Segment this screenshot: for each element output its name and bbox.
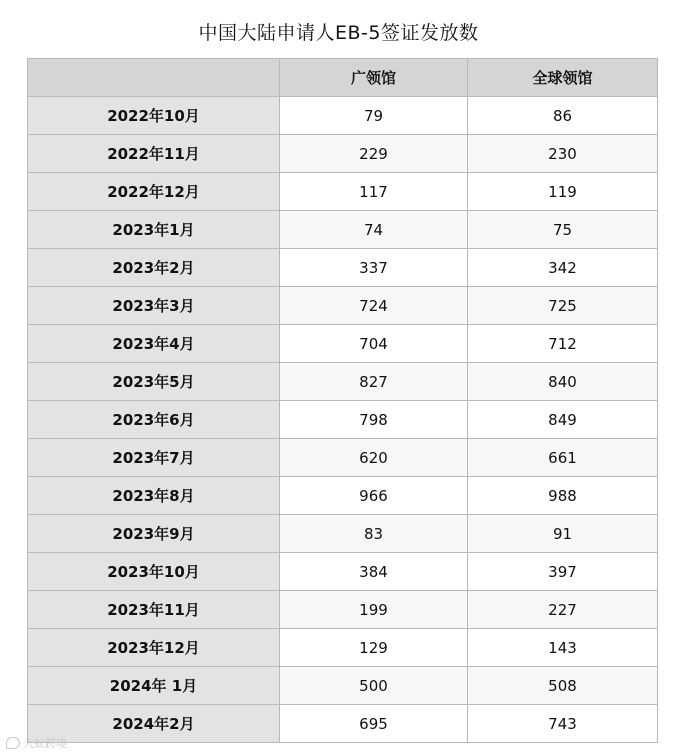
table-body (28, 97, 658, 743)
cell-guangzhou: 129 (280, 629, 468, 667)
cell-guangzhou: 724 (280, 287, 468, 325)
cell-global: 227 (468, 591, 658, 629)
cell-global: 119 (468, 173, 658, 211)
row-month: 2022年10月 (28, 97, 280, 135)
row-month: 2023年9月 (28, 515, 280, 553)
header-global: 全球领馆 (468, 59, 658, 97)
row-month: 2023年5月 (28, 363, 280, 401)
cell-global: 712 (468, 325, 658, 363)
row-month: 2023年3月 (28, 287, 280, 325)
cell-global: 840 (468, 363, 658, 401)
cell-guangzhou: 704 (280, 325, 468, 363)
row-month: 2023年11月 (28, 591, 280, 629)
table-header-row (28, 59, 658, 97)
table-row (28, 401, 658, 439)
table-row (28, 249, 658, 287)
row-month: 2023年4月 (28, 325, 280, 363)
table-row (28, 477, 658, 515)
visa-table (27, 58, 658, 743)
cell-global: 508 (468, 667, 658, 705)
row-month: 2023年8月 (28, 477, 280, 515)
watermark-text: 大蚁跨境 (23, 737, 67, 750)
table-row (28, 553, 658, 591)
cell-guangzhou: 798 (280, 401, 468, 439)
cell-guangzhou: 83 (280, 515, 468, 553)
row-month: 2024年2月 (28, 705, 280, 743)
table-row (28, 629, 658, 667)
row-month: 2023年12月 (28, 629, 280, 667)
table-row (28, 97, 658, 135)
table-row (28, 173, 658, 211)
table-row (28, 705, 658, 743)
cell-guangzhou: 79 (280, 97, 468, 135)
cell-guangzhou: 229 (280, 135, 468, 173)
cell-global: 849 (468, 401, 658, 439)
cell-guangzhou: 117 (280, 173, 468, 211)
cell-guangzhou: 966 (280, 477, 468, 515)
cell-global: 661 (468, 439, 658, 477)
cell-guangzhou: 199 (280, 591, 468, 629)
header-corner (28, 59, 280, 97)
row-month: 2023年1月 (28, 211, 280, 249)
cell-guangzhou: 500 (280, 667, 468, 705)
header-guangzhou: 广领馆 (280, 59, 468, 97)
table-row (28, 439, 658, 477)
row-month: 2023年7月 (28, 439, 280, 477)
table-row (28, 515, 658, 553)
row-month: 2022年11月 (28, 135, 280, 173)
cell-guangzhou: 620 (280, 439, 468, 477)
row-month: 2023年2月 (28, 249, 280, 287)
row-month: 2023年10月 (28, 553, 280, 591)
table-row (28, 667, 658, 705)
cell-guangzhou: 384 (280, 553, 468, 591)
table-row (28, 325, 658, 363)
table-row (28, 211, 658, 249)
row-month: 2023年6月 (28, 401, 280, 439)
table-row (28, 135, 658, 173)
table-row (28, 287, 658, 325)
page-title: 中国大陆申请人EB-5签证发放数 (198, 22, 479, 44)
cell-global: 988 (468, 477, 658, 515)
cell-global: 342 (468, 249, 658, 287)
table-row (28, 591, 658, 629)
cell-global: 75 (468, 211, 658, 249)
chat-bubble-icon (6, 737, 20, 749)
watermark (6, 735, 67, 751)
row-month: 2024年 1月 (28, 667, 280, 705)
row-month: 2022年12月 (28, 173, 280, 211)
cell-global: 91 (468, 515, 658, 553)
cell-global: 230 (468, 135, 658, 173)
cell-guangzhou: 74 (280, 211, 468, 249)
cell-global: 86 (468, 97, 658, 135)
cell-global: 725 (468, 287, 658, 325)
cell-guangzhou: 695 (280, 705, 468, 743)
cell-guangzhou: 337 (280, 249, 468, 287)
cell-global: 143 (468, 629, 658, 667)
table-row (28, 363, 658, 401)
cell-guangzhou: 827 (280, 363, 468, 401)
cell-global: 397 (468, 553, 658, 591)
cell-global: 743 (468, 705, 658, 743)
